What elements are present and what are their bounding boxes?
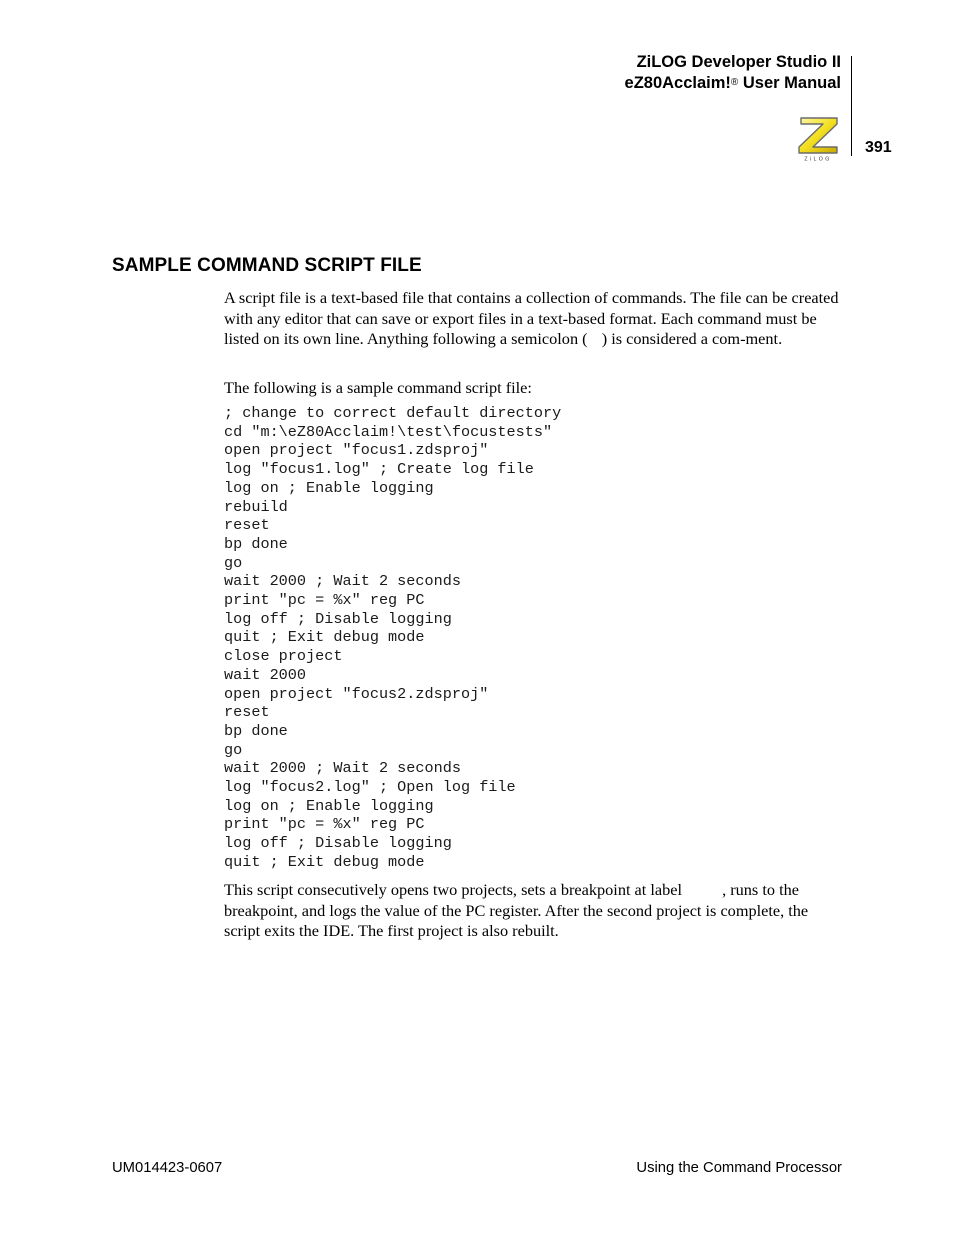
code-line: go bbox=[224, 553, 243, 572]
zilog-logo-icon bbox=[795, 114, 841, 162]
code-line: log "focus1.log" ; Create log file bbox=[224, 460, 534, 479]
header-manual-suffix: User Manual bbox=[738, 74, 841, 92]
svg-text:ZiLOG: ZiLOG bbox=[804, 156, 832, 162]
code-line: print "pc = %x" reg PC bbox=[224, 591, 425, 610]
section-title: SAMPLE COMMAND SCRIPT FILE bbox=[112, 255, 422, 276]
code-line: quit ; Exit debug mode bbox=[224, 628, 425, 647]
header-divider bbox=[851, 56, 852, 156]
registered-mark: ® bbox=[730, 77, 739, 88]
code-line: close project bbox=[224, 647, 343, 666]
document-header bbox=[625, 52, 841, 94]
code-line: log on ; Enable logging bbox=[224, 478, 434, 497]
code-line: log off ; Disable logging bbox=[224, 609, 452, 628]
code-line: rebuild bbox=[224, 497, 288, 516]
code-line: wait 2000 ; Wait 2 seconds bbox=[224, 572, 461, 591]
code-line: reset bbox=[224, 703, 270, 722]
code-line: go bbox=[224, 740, 243, 759]
page-number: 391 bbox=[865, 139, 892, 156]
code-line: bp done bbox=[224, 721, 288, 740]
code-line: log on ; Enable logging bbox=[224, 796, 434, 815]
code-line: print "pc = %x" reg PC bbox=[224, 815, 425, 834]
code-line: reset bbox=[224, 516, 270, 535]
header-manual-line bbox=[625, 73, 841, 94]
footer-doc-id: UM014423-0607 bbox=[112, 1160, 223, 1176]
code-line: bp done bbox=[224, 534, 288, 553]
code-line: quit ; Exit debug mode bbox=[224, 852, 425, 871]
intro-paragraph: A script file is a text-based file that contains a collection of commands. The file can be created with any editor that can save or export files in a text-based format. Each command must be listed on its own line. Anything following a semicolon ( ) is considered a com-ment. bbox=[224, 288, 839, 348]
script-code-block bbox=[224, 404, 561, 872]
code-line: log "focus2.log" ; Open log file bbox=[224, 778, 516, 797]
code-line: open project "focus1.zdsproj" bbox=[224, 441, 489, 460]
code-line: log off ; Disable logging bbox=[224, 834, 452, 853]
outro-paragraph: This script consecutively opens two projects, sets a breakpoint at label , runs to the breakpoint, and logs the value of the PC register. After the second project is complete, the script exits the IDE. The first project is also rebuilt. bbox=[224, 880, 809, 940]
code-line: wait 2000 ; Wait 2 seconds bbox=[224, 759, 461, 778]
code-line: open project "focus2.zdsproj" bbox=[224, 684, 489, 703]
footer-chapter: Using the Command Processor bbox=[636, 1160, 842, 1176]
code-line: ; change to correct default directory bbox=[224, 404, 562, 422]
lead-in-paragraph: The following is a sample command script file: bbox=[224, 378, 532, 397]
header-product-line: ZiLOG Developer Studio II bbox=[636, 53, 841, 71]
header-product-name: eZ80Acclaim! bbox=[624, 74, 731, 92]
code-line: wait 2000 bbox=[224, 665, 307, 684]
code-line: cd "m:\eZ80Acclaim!\test\focustests" bbox=[224, 422, 553, 441]
